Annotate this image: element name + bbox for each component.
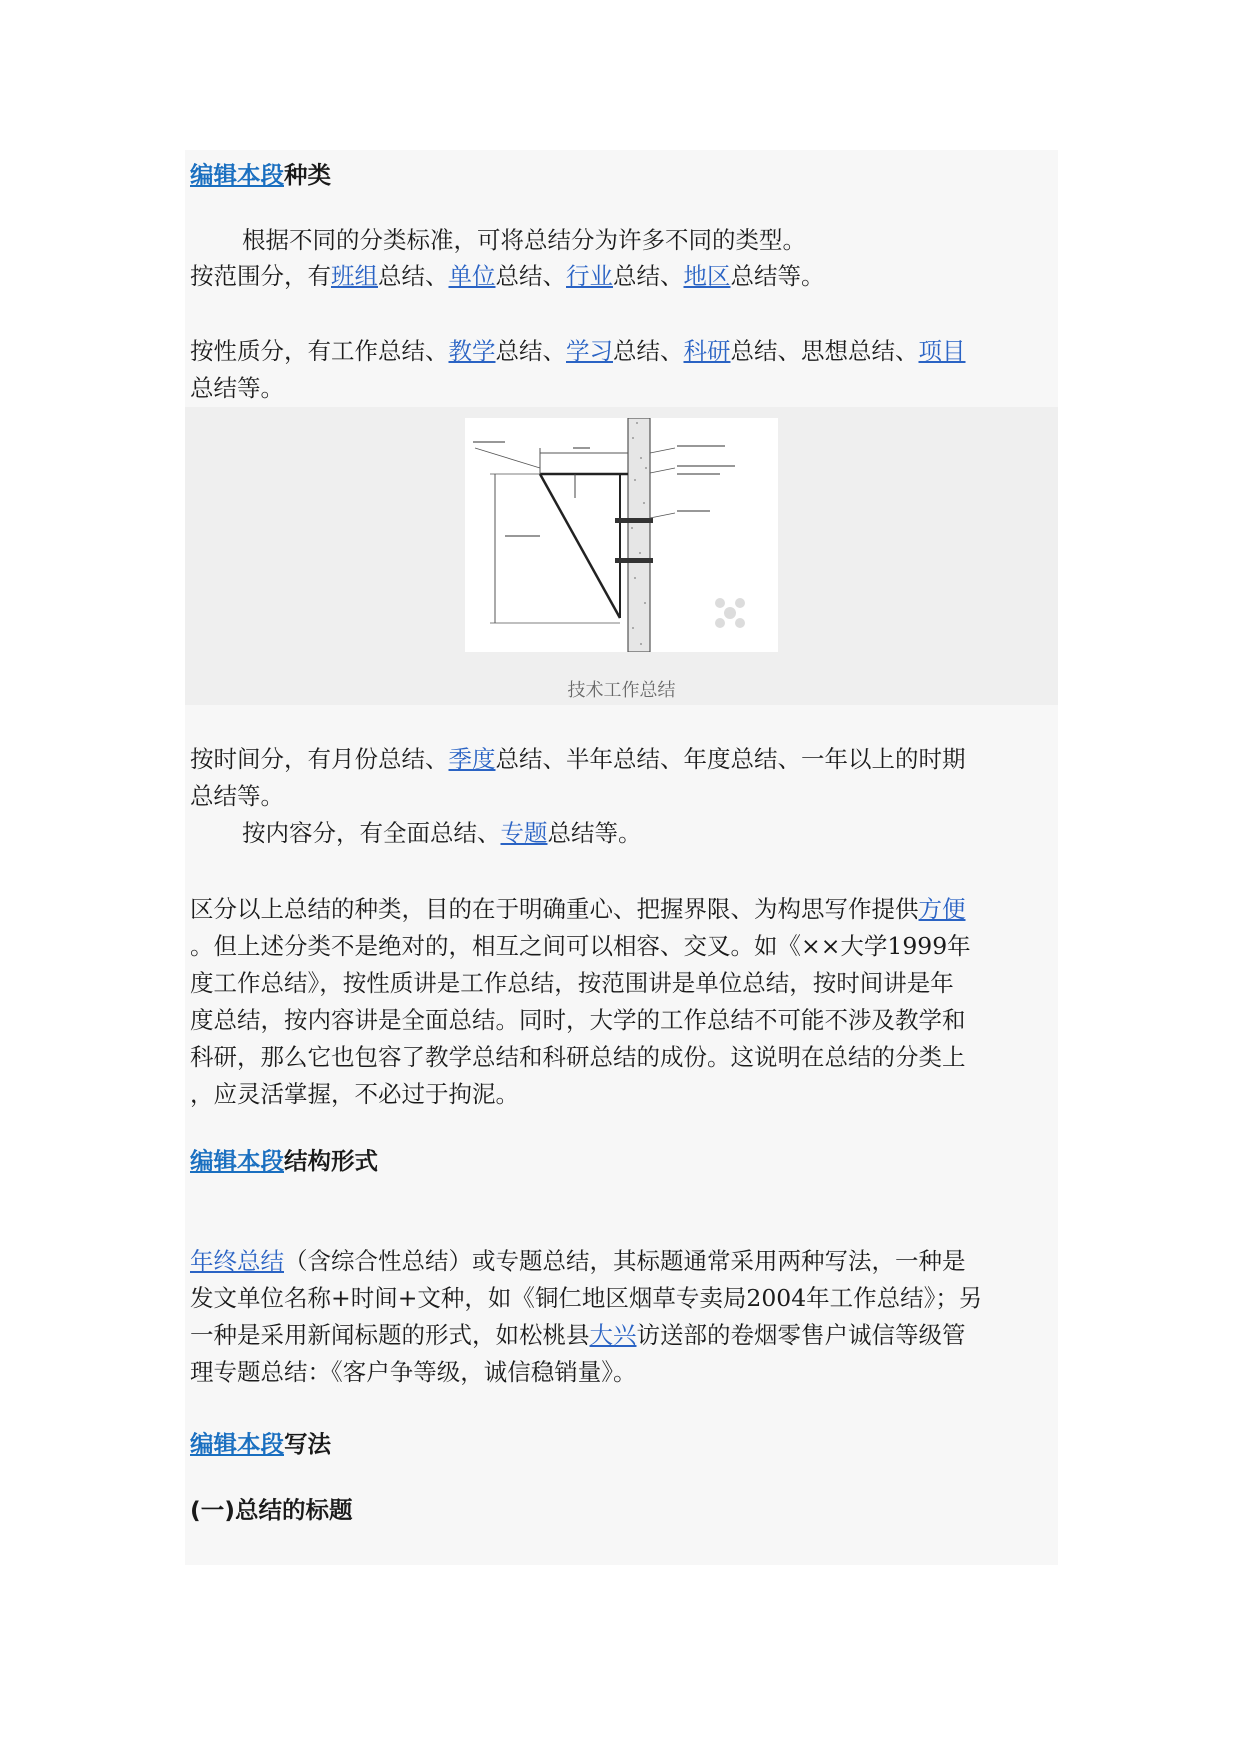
paragraph-purpose-line: 度工作总结》，按性质讲是工作总结，按范围讲是单位总结，按时间讲是年 <box>190 969 954 997</box>
paragraph-purpose: 区分以上总结的种类，目的在于明确重心、把握界限、为构思写作提供方便 <box>190 895 966 923</box>
paragraph-time-cont: 总结等。 <box>190 782 284 810</box>
paragraph-nature-cont: 总结等。 <box>190 374 284 402</box>
anchor-bolt <box>615 518 653 523</box>
paragraph-nature: 按性质分，有工作总结、教学总结、学习总结、科研总结、思想总结、项目 <box>190 337 966 365</box>
link-banzu[interactable]: 班组 <box>331 262 378 290</box>
link-jidu[interactable]: 季度 <box>448 745 496 773</box>
paragraph-purpose-line: 。但上述分类不是绝对的，相互之间可以相容、交叉。如《××大学1999年 <box>190 932 971 960</box>
paragraph-intro: 根据不同的分类标准，可将总结分为许多不同的类型。 <box>242 226 806 254</box>
bracket-diagram <box>465 418 778 652</box>
link-daxing[interactable]: 大兴 <box>589 1321 637 1349</box>
paragraph-scope: 按范围分，有班组总结、单位总结、行业总结、地区总结等。 <box>190 262 825 290</box>
link-jiaoxue[interactable]: 教学 <box>448 337 496 365</box>
edit-section-link[interactable]: 编辑本段 <box>190 1430 284 1458</box>
section-title: 结构形式 <box>284 1147 378 1175</box>
link-zhuanti[interactable]: 专题 <box>500 819 548 847</box>
technical-diagram-image <box>465 418 778 652</box>
section-heading-structure <box>190 1142 378 1176</box>
wall-section <box>628 418 650 652</box>
paragraph-purpose-line: 度总结，按内容讲是全面总结。同时，大学的工作总结不可能不涉及教学和 <box>190 1006 966 1034</box>
anchor-bolt <box>615 558 653 563</box>
section-title: 种类 <box>284 161 331 189</box>
paragraph-purpose-line: 科研，那么它也包容了教学总结和科研总结的成份。这说明在总结的分类上 <box>190 1043 966 1071</box>
watermark-logo <box>715 598 745 628</box>
bracket-diagonal <box>540 474 620 618</box>
link-xiangmu[interactable]: 项目 <box>918 337 966 365</box>
link-diqu[interactable]: 地区 <box>683 262 731 290</box>
section-heading-writing <box>190 1425 331 1459</box>
paragraph-purpose-line: ，应灵活掌握，不必过于拘泥。 <box>190 1080 519 1108</box>
edit-section-link[interactable]: 编辑本段 <box>190 1147 284 1175</box>
paragraph-content: 按内容分，有全面总结、专题总结等。 <box>242 819 642 847</box>
paragraph-structure-line: 理专题总结：《客户争等级，诚信稳销量》。 <box>190 1358 637 1386</box>
paragraph-structure-line: 一种是采用新闻标题的形式，如松桃县大兴访送部的卷烟零售户诚信等级管 <box>190 1321 966 1349</box>
paragraph-structure: 年终总结（含综合性总结）或专题总结，其标题通常采用两种写法，一种是 <box>190 1247 966 1275</box>
figure-caption: 技术工作总结 <box>567 680 676 701</box>
sub-heading-title: (一)总结的标题 <box>190 1496 353 1524</box>
paragraph-structure-line: 发文单位名称+时间+文种，如《铜仁地区烟草专卖局2004年工作总结》；另 <box>190 1284 983 1312</box>
link-keyan[interactable]: 科研 <box>683 337 731 365</box>
link-nianzhong-zongjie[interactable]: 年终总结 <box>190 1247 284 1275</box>
link-danwei[interactable]: 单位 <box>448 262 496 290</box>
section-heading-kinds <box>190 156 331 190</box>
link-hangye[interactable]: 行业 <box>566 262 613 290</box>
edit-section-link[interactable]: 编辑本段 <box>190 161 284 189</box>
paragraph-time: 按时间分，有月份总结、季度总结、半年总结、年度总结、一年以上的时期 <box>190 745 966 773</box>
link-xuexi[interactable]: 学习 <box>566 337 613 365</box>
link-fangbian[interactable]: 方便 <box>918 895 966 923</box>
section-title: 写法 <box>284 1430 331 1458</box>
